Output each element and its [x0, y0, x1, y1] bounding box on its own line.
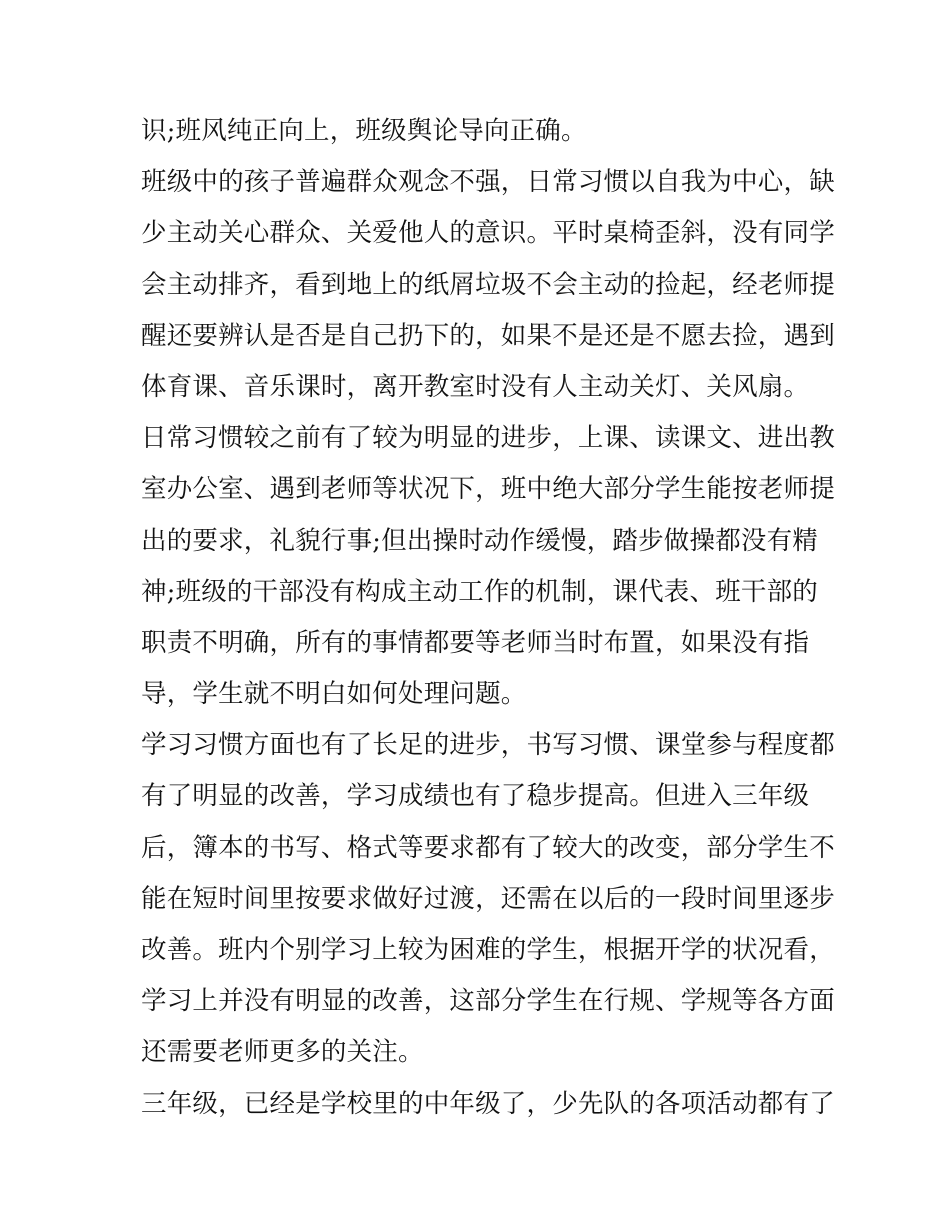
document-body	[141, 106, 835, 1130]
text-line: 学习上并没有明显的改善，这部分学生在行规、学规等各方面	[141, 986, 835, 1017]
text-line: 日常习惯较之前有了较为明显的进步，上课、读课文、进出教	[141, 423, 835, 454]
text-line: 改善。班内个别学习上较为困难的学生，根据开学的状况看，	[141, 935, 835, 965]
text-line: 有了明显的改善，学习成绩也有了稳步提高。但进入三年级	[141, 781, 810, 812]
text-line: 能在短时间里按要求做好过渡，还需在以后的一段时间里逐步	[141, 883, 835, 914]
text-line: 会主动排齐，看到地上的纸屑垃圾不会主动的捡起，经老师提	[141, 269, 835, 300]
text-line: 识;班风纯正向上，班级舆论导向正确。	[141, 116, 587, 146]
text-line: 班级中的孩子普遍群众观念不强，日常习惯以自我为中心，缺	[141, 167, 835, 198]
text-line: 室办公室、遇到老师等状况下，班中绝大部分学生能按老师提	[141, 474, 835, 505]
text-line: 导，学生就不明白如何处理问题。	[141, 679, 527, 710]
text-line: 后，簿本的书写、格式等要求都有了较大的改变，部分学生不	[141, 832, 835, 863]
text-line: 三年级，已经是学校里的中年级了，少先队的各项活动都有了	[141, 1088, 835, 1119]
text-line: 体育课、音乐课时，离开教室时没有人主动关灯、关风扇。	[141, 371, 810, 402]
text-line: 学习习惯方面也有了长足的进步，书写习惯、课堂参与程度都	[141, 730, 835, 761]
text-line: 少主动关心群众、关爱他人的意识。平时桌椅歪斜，没有同学	[141, 218, 835, 249]
text-line: 出的要求，礼貌行事;但出操时动作缓慢，踏步做操都没有精	[141, 525, 818, 556]
text-line: 神;班级的干部没有构成主动工作的机制，课代表、班干部的	[141, 576, 818, 607]
text-line: 还需要老师更多的关注。	[141, 1037, 424, 1068]
text-line: 醒还要辨认是否是自己扔下的，如果不是还是不愿去捡，遇到	[141, 320, 835, 351]
text-line: 职责不明确，所有的事情都要等老师当时布置，如果没有指	[141, 627, 810, 658]
